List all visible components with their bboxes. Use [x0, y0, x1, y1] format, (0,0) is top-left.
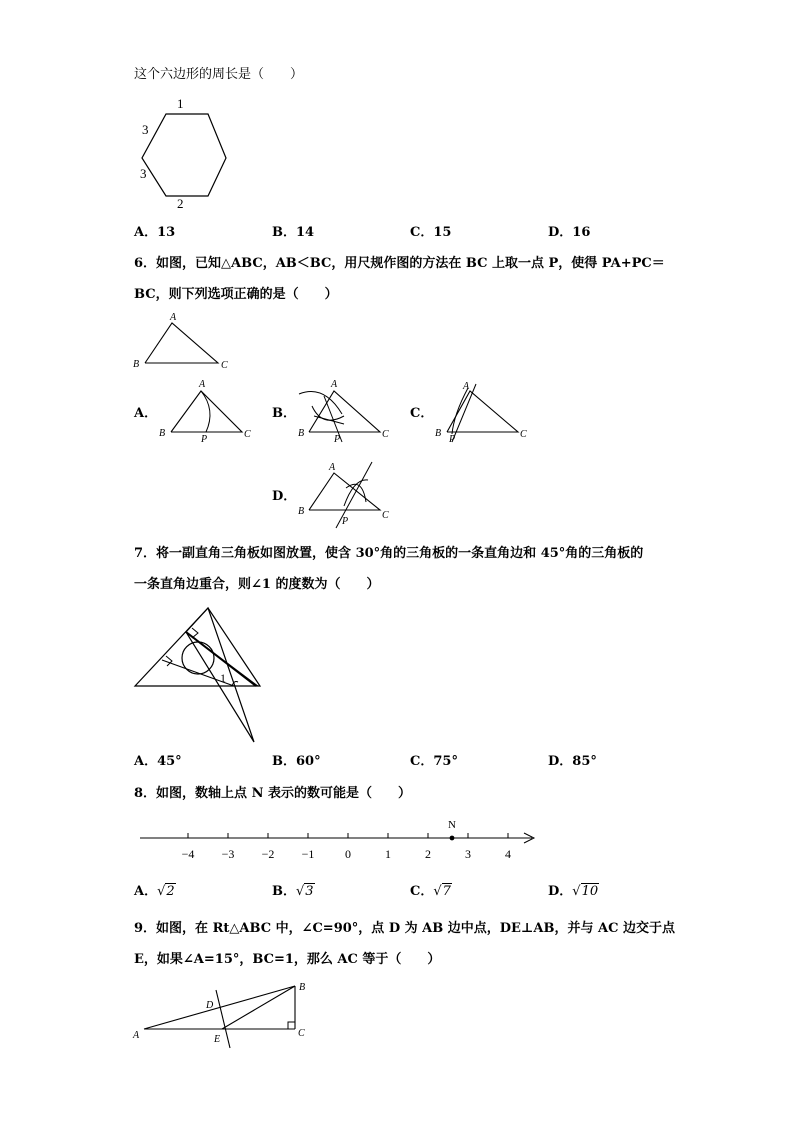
q6-option-c-figure	[432, 376, 536, 444]
hex-label-upper-left: 3	[142, 122, 149, 137]
number-line-tick-label: 0	[345, 847, 351, 861]
q8-option-b[interactable]: B．√3	[272, 884, 314, 899]
svg-text:C: C	[244, 429, 251, 440]
q6-line1: 6．如图，已知△ABC，AB＜BC，用尺规作图的方法在 BC 上取一点 P，使得 PA+PC＝	[134, 256, 665, 271]
svg-text:P: P	[342, 516, 349, 527]
number-line-tick-label: 2	[425, 847, 431, 861]
number-line-tick-label: −4	[181, 847, 195, 861]
svg-text:C: C	[520, 429, 527, 440]
q8-option-d[interactable]: D．√10	[548, 884, 599, 899]
q7-line1: 7．将一副直角三角板如图放置，使含 30°角的三角板的一条直角边和 45°角的三角板的	[134, 546, 644, 561]
q8-stem: 8．如图，数轴上点 N 表示的数可能是（ ）	[134, 786, 411, 801]
q6-option-a-figure	[156, 376, 260, 444]
svg-text:B: B	[435, 428, 442, 439]
q7-option-c[interactable]: C．75°	[410, 754, 458, 769]
q5-option-d[interactable]: D．16	[548, 225, 591, 240]
sqrt-2: √2	[157, 884, 175, 899]
hex-label-bottom: 2	[177, 196, 184, 211]
q7-set-squares-figure	[130, 600, 270, 748]
q9-line2: E，如果∠A=15°，BC=1，那么 AC 等于（ ）	[134, 952, 441, 967]
q9-line1: 9．如图，在 Rt△ABC 中，∠C=90°，点 D 为 AB 边中点，DE⊥AB，并与 AC 边交于点	[134, 921, 675, 936]
svg-text:B: B	[298, 428, 305, 439]
point-n-marker	[450, 836, 455, 841]
svg-text:A: A	[463, 381, 470, 392]
svg-text:E: E	[214, 1034, 221, 1045]
q6-option-a[interactable]: A．	[134, 406, 158, 421]
svg-text:B: B	[299, 982, 306, 993]
hex-label-lower-left: 3	[140, 166, 147, 181]
svg-text:B: B	[133, 359, 140, 370]
svg-text:A: A	[329, 462, 336, 473]
q5-option-b[interactable]: B．14	[272, 225, 315, 240]
q7-option-a[interactable]: A．45°	[134, 754, 182, 769]
q6-triangle-figure	[130, 308, 240, 374]
number-line-tick-label: 4	[505, 847, 511, 861]
number-line-tick-label: −3	[221, 847, 235, 861]
svg-text:A: A	[170, 312, 177, 323]
number-line-tick-label: 1	[385, 847, 391, 861]
q6-option-c[interactable]: C．	[410, 406, 434, 421]
svg-text:P: P	[201, 434, 208, 445]
point-n-label: N	[448, 819, 456, 831]
q6-option-d-figure	[294, 458, 398, 530]
hexagon-figure	[130, 92, 240, 212]
svg-text:A: A	[199, 379, 206, 390]
svg-text:C: C	[382, 510, 389, 521]
q7-option-d[interactable]: D．85°	[548, 754, 597, 769]
q5-option-a[interactable]: A．13	[134, 225, 176, 240]
svg-text:D: D	[206, 1000, 214, 1011]
svg-text:C: C	[298, 1028, 305, 1039]
svg-text:A: A	[331, 379, 338, 390]
svg-text:C: C	[221, 360, 228, 371]
hex-label-top: 1	[177, 96, 184, 111]
svg-text:P: P	[334, 434, 341, 445]
svg-text:C: C	[382, 429, 389, 440]
svg-text:B: B	[298, 506, 305, 517]
q6-option-b[interactable]: B．	[272, 406, 296, 421]
sqrt-10: √10	[572, 884, 599, 899]
svg-text:A: A	[133, 1030, 140, 1041]
q8-option-a[interactable]: A．√2	[134, 884, 175, 899]
number-line-figure	[130, 812, 550, 868]
sqrt-3: √3	[296, 884, 314, 899]
number-line-tick-label: −1	[301, 847, 315, 861]
q7-line2: 一条直角边重合，则∠1 的度数为（ ）	[134, 577, 380, 592]
q7-option-b[interactable]: B．60°	[272, 754, 321, 769]
q5-option-c[interactable]: C．15	[410, 225, 452, 240]
number-line-tick-label: −2	[261, 847, 275, 861]
number-line-tick-label: 3	[465, 847, 471, 861]
q6-option-d[interactable]: D．	[272, 489, 297, 504]
sqrt-7: √7	[433, 884, 451, 899]
svg-text:B: B	[159, 428, 166, 439]
q6-line2: BC，则下列选项正确的是（ ）	[134, 287, 338, 302]
q6-option-b-figure	[294, 376, 398, 444]
angle-1-label: 1	[220, 671, 226, 685]
svg-text:P: P	[449, 434, 456, 445]
q8-option-c[interactable]: C．√7	[410, 884, 451, 899]
q9-right-triangle-figure	[130, 976, 320, 1052]
q5-stem: 这个六边形的周长是（ ）	[134, 67, 304, 82]
